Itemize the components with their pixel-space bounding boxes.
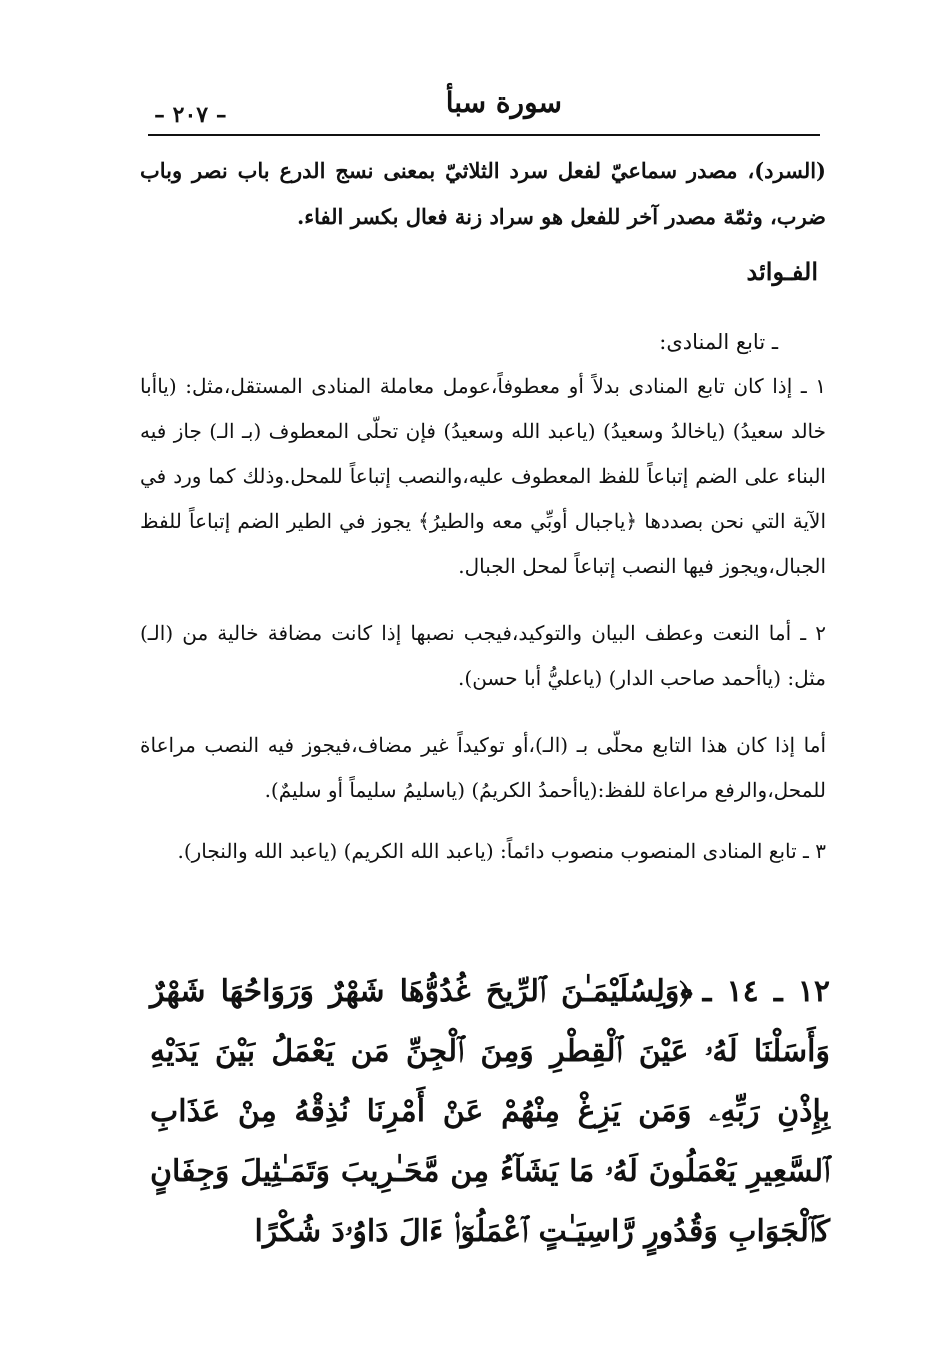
- paragraph-3: أما إذا كان هذا التابع محلّى بـ (الـ)،أو توكيداً غير مضاف،فيجوز فيه النصب مراعاة للمحل،والرفع مراعاة للفظ:(ياأحمدُ الكريمُ) (ياسليمُ سليماً أو سليمٌ).: [140, 733, 826, 802]
- header-divider: [148, 134, 820, 136]
- intro-paragraph: (السرد)، مصدر سماعيّ لفعل سرد الثلاثيّ بمعنى نسج الدرع باب نصر وباب ضرب، وثمّة مصدر آخر للفعل هو سراد زنة فعال بكسر الفاء.: [140, 158, 826, 229]
- paragraph-2: ٢ ـ أما النعت وعطف البيان والتوكيد،فيجب نصبها إذا كانت مضافة خالية من (الـ) مثل: (ياأحمد صاحب الدار) (ياعليُّ أبا حسن).: [140, 621, 826, 690]
- section-heading: الفـوائد: [746, 257, 818, 286]
- page-header: [148, 86, 820, 136]
- paragraph-4: ٣ ـ تابع المنادى المنصوب منصوب دائماً: (ياعبد الله الكريم) (ياعبد الله والنجار).: [177, 839, 826, 863]
- quran-verse: [150, 962, 830, 1262]
- verse-number: ١٢ ـ ١٤ ـ: [702, 974, 830, 1009]
- section-subheading: ـ تابع المنادى:: [659, 330, 778, 354]
- page-number: – ٢٠٧ –: [154, 102, 227, 128]
- page-body: [140, 148, 826, 874]
- surah-title: سورة سبأ: [445, 86, 562, 119]
- verse-text: ﴿وَلِسُلَيْمَـٰنَ ٱلرِّيحَ غُدُوُّهَا شَهْرٌ وَرَوَاحُهَا شَهْرٌ وَأَسَلْنَا لَهُۥ عَيْنَ ٱلْقِطْرِ وَمِنَ ٱلْجِنِّ مَن يَعْمَلُ بَيْنَ يَدَيْهِ بِإِذْنِ رَبِّهِۦ وَمَن يَزِغْ مِنْهُمْ عَنْ أَمْرِنَا نُذِقْهُ مِنْ عَذَابِ ٱلسَّعِيرِ يَعْمَلُونَ لَهُۥ مَا يَشَآءُ مِن مَّحَـٰرِيبَ وَتَمَـٰثِيلَ وَجِفَانٍ كَٱلْجَوَابِ وَقُدُورٍ رَّاسِيَـٰتٍ ٱعْمَلُوٓا۟ ءَالَ دَاوُۥدَ شُكْرًا: [150, 974, 830, 1249]
- paragraph-1: ١ ـ إذا كان تابع المنادى بدلاً أو معطوفاً،عومل معاملة المنادى المستقل،مثل: (ياأبا خالد سعيدُ) (ياخالدُ وسعيدُ) (ياعبد الله وسعيدُ) فإن تحلّى المعطوف (بـ الـ) جاز فيه البناء على الضم إتباعاً للفظ المعطوف عليه،والنصب إتباعاً للمحل.وذلك كما ورد في الآية التي نحن بصددها ﴿ياجبال أوبِّي معه والطيرُ﴾ يجوز في الطير الضم إتباعاً للفظ الجبال،ويجوز فيها النصب إتباعاً لمحل الجبال.: [140, 374, 826, 578]
